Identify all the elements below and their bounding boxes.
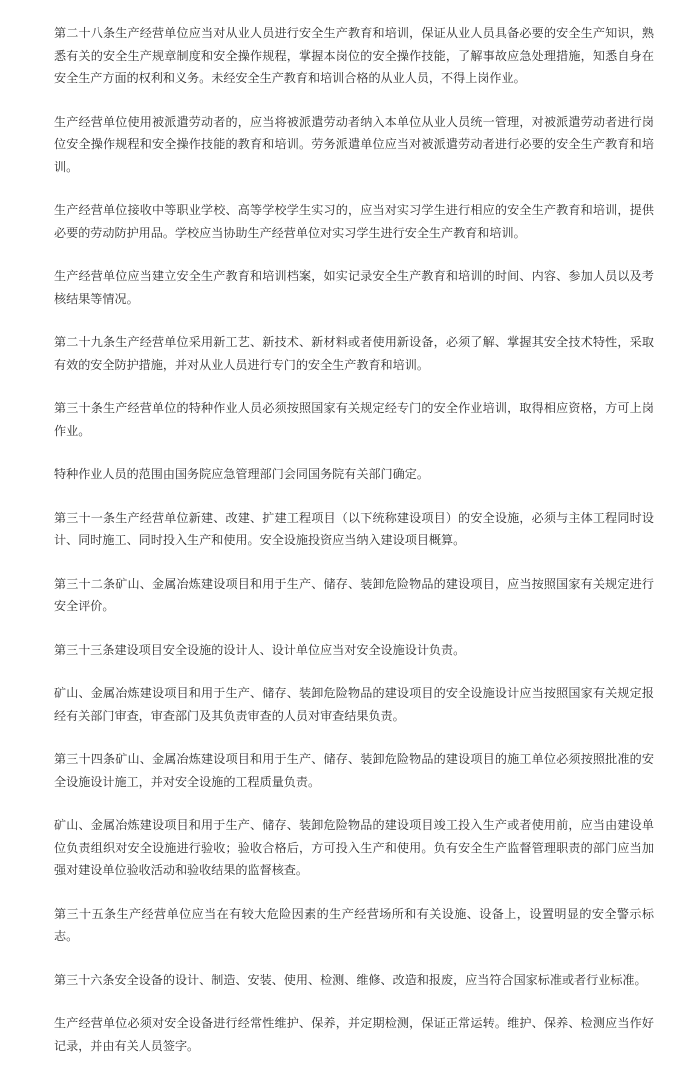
article-32-paragraph: 第三十二条矿山、金属冶炼建设项目和用于生产、储存、装卸危险物品的建设项目，应当按照国家有关规定进行安全评价。 bbox=[54, 576, 654, 613]
article-30-paragraph: 第三十条生产经营单位的特种作业人员必须按照国家有关规定经专门的安全作业培训，取得相应资格，方可上岗作业。 bbox=[54, 401, 654, 438]
dispatched-workers-paragraph: 生产经营单位使用被派遣劳动者的，应当将被派遣劳动者纳入本单位从业人员统一管理，对被派遣劳动者进行岗位安全操作规程和安全操作技能的教育和培训。劳务派遣单位应当对被派遣劳动者进行必要的安全生产教育和培训。 bbox=[54, 114, 654, 174]
intern-students-paragraph: 生产经营单位接收中等职业学校、高等学校学生实习的，应当对实习学生进行相应的安全生产教育和培训，提供必要的劳动防护用品。学校应当协助生产经营单位对实习学生进行安全生产教育和培训。 bbox=[54, 203, 654, 240]
safety-design-review-paragraph: 矿山、金属冶炼建设项目和用于生产、储存、装卸危险物品的建设项目的安全设施设计应当按照国家有关规定报经有关部门审查，审查部门及其负责审查的人员对审查结果负责。 bbox=[54, 686, 654, 723]
article-36-paragraph: 第三十六条安全设备的设计、制造、安装、使用、检测、维修、改造和报废，应当符合国家标准或者行业标准。 bbox=[54, 972, 647, 987]
article-35-paragraph: 第三十五条生产经营单位应当在有较大危险因素的生产经营场所和有关设施、设备上，设置明显的安全警示标志。 bbox=[54, 906, 654, 943]
training-records-paragraph: 生产经营单位应当建立安全生产教育和培训档案，如实记录安全生产教育和培训的时间、内容、参加人员以及考核结果等情况。 bbox=[54, 269, 654, 306]
document-body bbox=[54, 22, 654, 1078]
article-34-paragraph: 第三十四条矿山、金属冶炼建设项目和用于生产、储存、装卸危险物品的建设项目的施工单位必须按照批准的安全设施设计施工，并对安全设施的工程质量负责。 bbox=[54, 752, 654, 789]
article-31-paragraph: 第三十一条生产经营单位新建、改建、扩建工程项目（以下统称建设项目）的安全设施，必须与主体工程同时设计、同时施工、同时投入生产和使用。安全设施投资应当纳入建设项目概算。 bbox=[54, 510, 654, 547]
article-29-paragraph: 第二十九条生产经营单位采用新工艺、新技术、新材料或者使用新设备，必须了解、掌握其安全技术特性，采取有效的安全防护措施，并对从业人员进行专门的安全生产教育和培训。 bbox=[54, 335, 654, 372]
acceptance-inspection-paragraph: 矿山、金属冶炼建设项目和用于生产、储存、装卸危险物品的建设项目竣工投入生产或者使用前，应当由建设单位负责组织对安全设施进行验收；验收合格后，方可投入生产和使用。负有安全生产监督管理职责的部门应当加强对建设单位验收活动和验收结果的监督核查。 bbox=[54, 818, 654, 877]
article-28-paragraph: 第二十八条生产经营单位应当对从业人员进行安全生产教育和培训，保证从业人员具备必要的安全生产知识，熟悉有关的安全生产规章制度和安全操作规程，掌握本岗位的安全操作技能，了解事故应急处理措施，知悉自身在安全生产方面的权利和义务。未经安全生产教育和培训合格的从业人员，不得上岗作业。 bbox=[54, 26, 654, 85]
equipment-maintenance-paragraph: 生产经营单位必须对安全设备进行经常性维护、保养，并定期检测，保证正常运转。维护、保养、检测应当作好记录，并由有关人员签字。 bbox=[54, 1016, 654, 1053]
article-33-paragraph: 第三十三条建设项目安全设施的设计人、设计单位应当对安全设施设计负责。 bbox=[54, 642, 466, 657]
special-operators-scope-paragraph: 特种作业人员的范围由国务院应急管理部门会同国务院有关部门确定。 bbox=[54, 467, 429, 481]
